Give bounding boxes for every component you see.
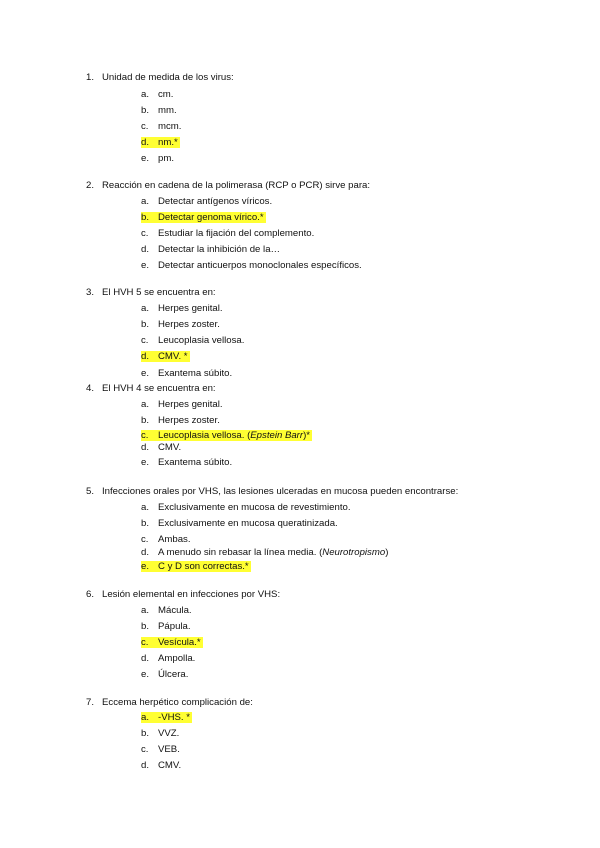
- option-text: Leucoplasia vellosa.: [158, 430, 248, 441]
- option-italic-note: Neurotropismo: [322, 547, 386, 558]
- option-4e: [141, 457, 232, 468]
- question-4: [86, 383, 216, 394]
- question-1: [86, 72, 234, 83]
- option-text: Exclusivamente en mucosa queratinizada.: [158, 518, 338, 529]
- question-text: El HVH 4 se encuentra en:: [102, 383, 216, 394]
- option-3a: [141, 303, 223, 314]
- question-number: 5.: [86, 486, 95, 497]
- option-1e: [141, 153, 174, 164]
- option-letter: a.: [141, 502, 150, 513]
- question-6: [86, 589, 280, 600]
- option-text: Úlcera.: [158, 669, 189, 680]
- option-text: -VHS. *: [158, 712, 190, 723]
- option-5e-correct: [141, 561, 251, 572]
- option-text: VVZ.: [158, 728, 180, 739]
- option-letter: e.: [141, 368, 150, 379]
- question-text: Eccema herpético complicación de:: [102, 697, 253, 708]
- question-text: Reacción en cadena de la polimerasa (RCP o PCR) sirve para:: [102, 180, 371, 191]
- option-1d-correct: [141, 137, 180, 148]
- option-letter: d.: [141, 442, 150, 453]
- option-text: Herpes zoster.: [158, 415, 220, 426]
- option-2a: [141, 196, 272, 207]
- option-6b: [141, 621, 191, 632]
- option-text: mcm.: [158, 121, 182, 132]
- option-letter: e.: [141, 457, 150, 468]
- option-4a: [141, 399, 223, 410]
- option-text: Vesícula.*: [158, 637, 201, 648]
- option-letter: d.: [141, 760, 150, 771]
- question-number: 3.: [86, 287, 95, 298]
- option-6c-correct: [141, 637, 203, 648]
- option-text: Detectar antígenos víricos.: [158, 196, 273, 207]
- option-letter: a.: [141, 399, 150, 410]
- question-number: 6.: [86, 589, 95, 600]
- option-7b: [141, 728, 179, 739]
- option-5a: [141, 502, 351, 513]
- option-letter: e.: [141, 669, 150, 680]
- option-5b: [141, 518, 338, 529]
- paren-open: (: [247, 430, 251, 441]
- option-3c: [141, 335, 244, 346]
- option-text: Herpes genital.: [158, 399, 223, 410]
- option-letter: e.: [141, 561, 150, 572]
- option-3d-correct: [141, 351, 190, 362]
- option-1a: [141, 89, 173, 100]
- paren-close: )*: [303, 430, 311, 441]
- option-letter: a.: [141, 89, 150, 100]
- option-letter: e.: [141, 153, 150, 164]
- option-2d: [141, 244, 280, 255]
- option-letter: b.: [141, 728, 150, 739]
- option-letter: d.: [141, 653, 150, 664]
- option-5d: [141, 547, 388, 558]
- question-number: 4.: [86, 383, 95, 394]
- option-letter: d.: [141, 244, 150, 255]
- option-text: Pápula.: [158, 621, 191, 632]
- option-letter: d.: [141, 547, 150, 558]
- question-text: El HVH 5 se encuentra en:: [102, 287, 216, 298]
- question-number: 7.: [86, 697, 95, 708]
- option-letter: d.: [141, 351, 150, 362]
- option-text: Estudiar la fijación del complemento.: [158, 228, 315, 239]
- option-text: Exclusivamente en mucosa de revestimiento.: [158, 502, 351, 513]
- option-letter: b.: [141, 212, 150, 223]
- option-letter: c.: [141, 534, 149, 545]
- option-1b: [141, 105, 177, 116]
- option-text: Ampolla.: [158, 653, 196, 664]
- option-text: pm.: [158, 153, 174, 164]
- option-text: cm.: [158, 89, 174, 100]
- option-3e: [141, 368, 232, 379]
- option-text: A menudo sin rebasar la línea media.: [158, 547, 320, 558]
- option-7d: [141, 760, 181, 771]
- option-text: Detectar anticuerpos monoclonales específicos.: [158, 260, 362, 271]
- option-4c-correct: [141, 430, 312, 441]
- option-text: Detectar la inhibición de la…: [158, 244, 281, 255]
- option-7a-correct: [141, 712, 192, 723]
- option-text: Exantema súbito.: [158, 457, 233, 468]
- option-letter: b.: [141, 518, 150, 529]
- option-3b: [141, 319, 220, 330]
- option-text: Detectar genoma vírico.*: [158, 212, 264, 223]
- option-6d: [141, 653, 195, 664]
- option-text: CMV. *: [158, 351, 188, 362]
- option-italic-note: Epstein Barr: [250, 430, 304, 441]
- option-text: VEB.: [158, 744, 180, 755]
- option-letter: c.: [141, 744, 149, 755]
- option-letter: a.: [141, 196, 150, 207]
- question-text: Unidad de medida de los virus:: [102, 72, 234, 83]
- option-6a: [141, 605, 192, 616]
- option-letter: c.: [141, 121, 149, 132]
- option-letter: d.: [141, 137, 150, 148]
- option-text: Exantema súbito.: [158, 368, 233, 379]
- question-text: Lesión elemental en infecciones por VHS:: [102, 589, 281, 600]
- question-7: [86, 697, 253, 708]
- option-4d: [141, 442, 181, 453]
- option-2c: [141, 228, 314, 239]
- option-letter: a.: [141, 605, 150, 616]
- option-letter: b.: [141, 415, 150, 426]
- question-5: [86, 486, 458, 497]
- option-letter: e.: [141, 260, 150, 271]
- option-7c: [141, 744, 180, 755]
- option-text: Leucoplasia vellosa.: [158, 335, 245, 346]
- paren-close: ): [385, 547, 389, 558]
- option-letter: a.: [141, 303, 150, 314]
- option-text: C y D son correctas.*: [158, 561, 249, 572]
- option-6e: [141, 669, 188, 680]
- option-letter: b.: [141, 105, 150, 116]
- option-2e: [141, 260, 362, 271]
- option-letter: c.: [141, 430, 149, 441]
- question-number: 1.: [86, 72, 95, 83]
- option-text: CMV.: [158, 442, 182, 453]
- option-4b: [141, 415, 220, 426]
- option-text: Herpes genital.: [158, 303, 223, 314]
- option-text: CMV.: [158, 760, 182, 771]
- option-2b-correct: [141, 212, 266, 223]
- option-letter: c.: [141, 228, 149, 239]
- option-text: mm.: [158, 105, 177, 116]
- question-number: 2.: [86, 180, 95, 191]
- option-text: Mácula.: [158, 605, 192, 616]
- option-1c: [141, 121, 181, 132]
- option-letter: c.: [141, 637, 149, 648]
- option-letter: c.: [141, 335, 149, 346]
- option-text: Ambas.: [158, 534, 191, 545]
- option-text: Herpes zoster.: [158, 319, 220, 330]
- question-2: [86, 180, 370, 191]
- question-3: [86, 287, 216, 298]
- paren-open: (: [319, 547, 323, 558]
- option-letter: b.: [141, 621, 150, 632]
- option-text: nm.*: [158, 137, 178, 148]
- question-text: Infecciones orales por VHS, las lesiones ulceradas en mucosa pueden encontrarse:: [102, 486, 459, 497]
- option-letter: b.: [141, 319, 150, 330]
- option-letter: a.: [141, 712, 150, 723]
- option-5c: [141, 534, 191, 545]
